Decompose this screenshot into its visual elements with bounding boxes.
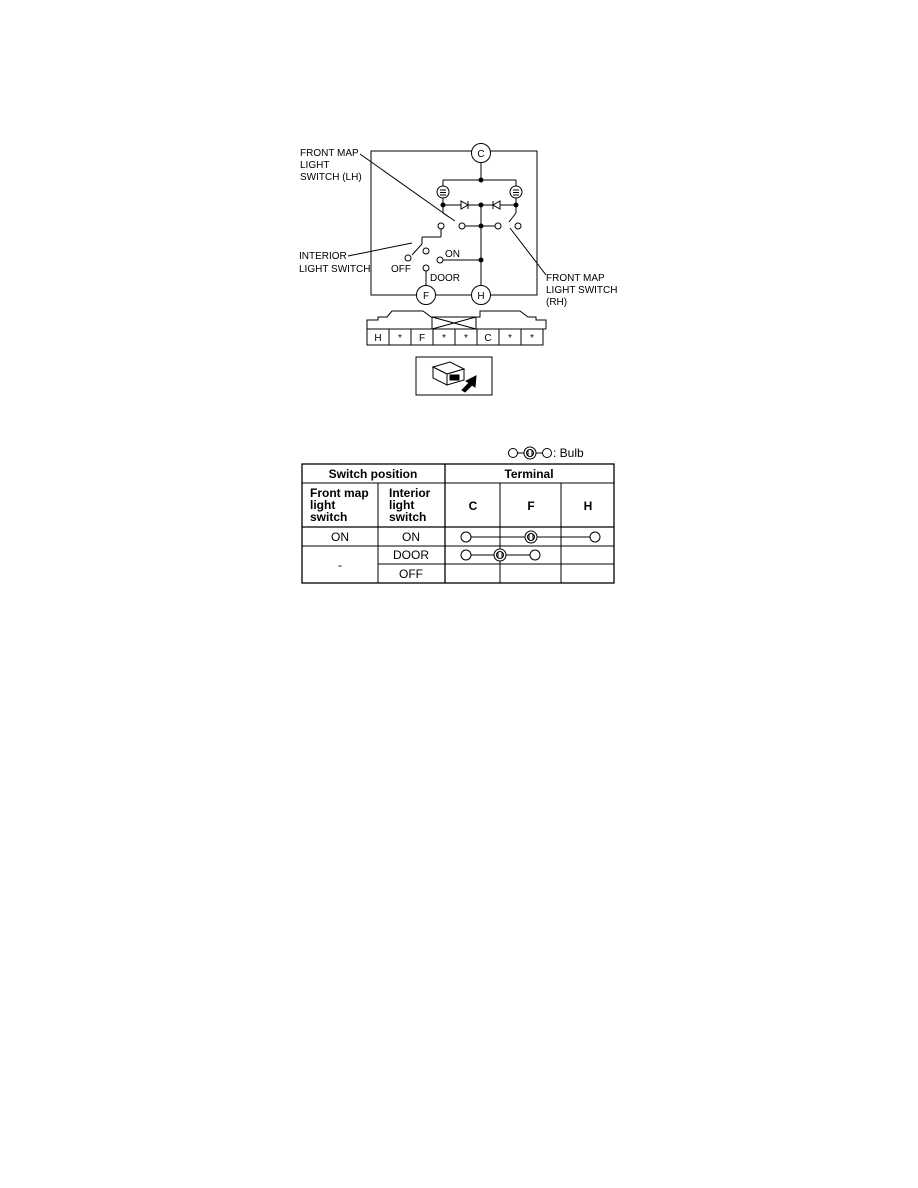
- connector-pin: C: [484, 333, 492, 344]
- row-door-front-map: -: [338, 558, 342, 572]
- bulb-legend: [509, 447, 552, 459]
- terminal-mark-c: [461, 550, 471, 560]
- svg-text:LIGHT: LIGHT: [300, 160, 330, 171]
- svg-text:Interior: Interior: [389, 486, 431, 500]
- contact-on: [437, 257, 443, 263]
- svg-text:SWITCH (LH): SWITCH (LH): [300, 172, 362, 183]
- header-switch-position: Switch position: [328, 467, 418, 481]
- continuity-row-door: [461, 549, 540, 561]
- connector-pin: *: [508, 333, 512, 344]
- contact: [459, 223, 465, 229]
- bulb-right-icon: [510, 186, 522, 198]
- svg-text:(RH): (RH): [546, 297, 568, 308]
- contact: [438, 223, 444, 229]
- connector-pin: *: [530, 333, 534, 344]
- diode-right-icon: [493, 201, 500, 209]
- svg-text:FRONT MAP: FRONT MAP: [300, 148, 359, 159]
- svg-text:LIGHT SWITCH: LIGHT SWITCH: [299, 264, 371, 275]
- bulb-mark-f-icon: [525, 531, 537, 543]
- subheader-interior: [389, 486, 431, 524]
- subheader-terminal-h: H: [583, 499, 593, 513]
- continuity-table: [302, 464, 614, 583]
- subheader-terminal-c: C: [468, 499, 478, 513]
- diode-left-icon: [461, 201, 468, 209]
- svg-text:LIGHT SWITCH: LIGHT SWITCH: [546, 285, 618, 296]
- connector-face: [367, 311, 546, 345]
- svg-text:light: light: [310, 498, 336, 512]
- row-on-front-map: ON: [331, 530, 349, 544]
- connector-pin: *: [398, 333, 402, 344]
- svg-text:switch: switch: [389, 510, 427, 524]
- contact: [515, 223, 521, 229]
- junction: [479, 178, 483, 182]
- row-on-interior: ON: [402, 530, 420, 544]
- subheader-front-map: [310, 486, 369, 524]
- contact: [495, 223, 501, 229]
- label-position-on: ON: [445, 249, 460, 260]
- contact: [423, 248, 429, 254]
- legend-terminal-icon: [509, 449, 518, 458]
- legend-bulb-icon: [524, 447, 536, 459]
- svg-text:switch: switch: [310, 510, 348, 524]
- bulb-left-icon: [437, 186, 449, 198]
- svg-text:FRONT MAP: FRONT MAP: [546, 273, 605, 284]
- terminal-mark-h: [590, 532, 600, 542]
- svg-text:INTERIOR: INTERIOR: [299, 251, 347, 262]
- contact-door: [423, 265, 429, 271]
- connector-pin: H: [374, 333, 382, 344]
- label-interior-light-switch: [299, 251, 370, 275]
- connector-pin: *: [442, 333, 446, 344]
- bulb-mark-icon: [494, 549, 506, 561]
- label-position-door: DOOR: [430, 273, 460, 284]
- header-terminal: Terminal: [504, 467, 554, 481]
- terminal-f-label: F: [422, 291, 430, 302]
- terminal-c-label: C: [477, 149, 485, 160]
- label-front-map-rh: [546, 273, 617, 308]
- connector-view-icon: [416, 357, 492, 395]
- label-front-map-lh: [300, 148, 362, 183]
- connector-pin: *: [464, 333, 468, 344]
- leader-line-interior: [348, 243, 412, 256]
- connector-pin: F: [418, 333, 426, 344]
- interior-switch-blade: [412, 244, 422, 255]
- legend-label: : Bulb: [553, 446, 584, 460]
- leader-line-rh: [510, 228, 546, 275]
- terminal-mark-f: [530, 550, 540, 560]
- terminal-h-label: H: [477, 291, 485, 302]
- svg-text:light: light: [389, 498, 415, 512]
- contact-off: [405, 255, 411, 261]
- row-off-interior: OFF: [399, 567, 423, 581]
- svg-text:Front map: Front map: [310, 486, 369, 500]
- terminal-mark-c: [461, 532, 471, 542]
- row-door-interior: DOOR: [393, 548, 429, 562]
- leader-line-lh: [360, 154, 449, 217]
- label-position-off: OFF: [391, 264, 411, 275]
- subheader-terminal-f: F: [527, 499, 535, 513]
- continuity-row-on: [461, 531, 600, 543]
- rh-switch-blade: [509, 213, 516, 222]
- legend-terminal-icon: [543, 449, 552, 458]
